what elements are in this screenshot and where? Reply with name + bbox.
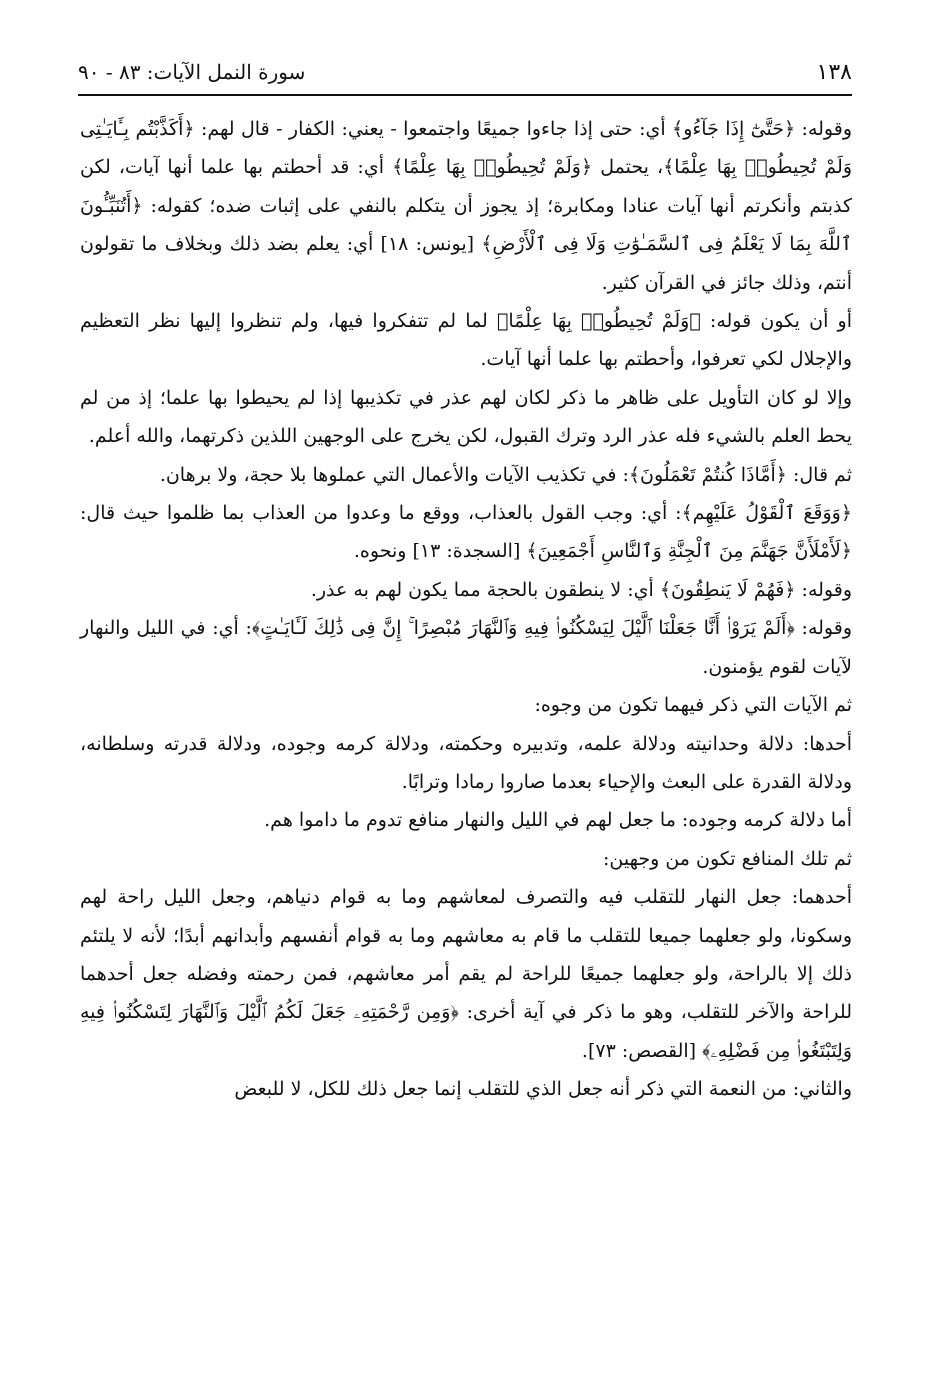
paragraph: أحدها: دلالة وحدانيته ودلالة علمه، وتدبيره وحكمته، ودلالة كرمه وجوده، ودلالة قدرته وسلطانه، ودلالة القدرة على البعث والإحياء بعدما صاروا رمادا وترابًا. xyxy=(80,732,852,793)
paragraph: وقوله: ﴿فَهُمْ لَا يَنطِقُونَ﴾ أي: لا ينطقون بالحجة مما يكون لهم به عذر. xyxy=(310,578,852,601)
paragraph: والثاني: من النعمة التي ذكر أنه جعل الذي للتقلب إنما جعل ذلك للكل، لا للبعض xyxy=(234,1078,852,1101)
paragraph: أما دلالة كرمه وجوده: ما جعل لهم في الليل والنهار منافع تدوم ما داموا هم. xyxy=(264,809,852,832)
paragraph: ثم الآيات التي ذكر فيهما تكون من وجوه: xyxy=(534,694,852,717)
body-text xyxy=(80,110,852,1109)
paragraph: ثم قال: ﴿أَمَّاذَا كُنتُمْ تَعْمَلُونَ﴾: في تكذيب الآيات والأعمال التي عملوها بلا حجة، ولا برهان. xyxy=(159,463,852,486)
paragraph: وقوله: ﴿حَتَّىٰٓ إِذَا جَآءُو﴾ أي: حتى إذا جاءوا جميعًا واجتمعوا - يعني: الكفار - قال لهم: ﴿أَكَذَّبْتُم بِـَٔايَـٰتِى وَلَمْ تُحِيطُوا۟ بِهَا عِلْمًا﴾، يحتمل ﴿وَلَمْ تُحِيطُوا۟ بِهَا عِلْمًا﴾ أي: قد أحطتم بها علما أنها آيات، لكن كذبتم وأنكرتم أنها آيات عنادا ومكابرة؛ إذ يجوز أن يتكلم بالنفي على إثبات ضده؛ كقوله: ﴿أَتُنَبِّـُٔونَ ٱللَّهَ بِمَا لَا يَعْلَمُ فِى ٱلسَّمَـٰوَٰتِ وَلَا فِى ٱلْأَرْضِ﴾ [يونس: ١٨] أي: يعلم بضد ذلك وبخلاف ما تقولون أنتم، وذلك جائز في القرآن كثير. xyxy=(80,118,852,294)
paragraph: أو أن يكون قوله: ﴿وَلَمْ تُحِيطُوا۟ بِهَا عِلْمًا﴾ لما لم تتفكروا فيها، ولم تنظروا إليها نظر التعظيم والإجلال لكي تعرفوا، وأحطتم بها علما أنها آيات. xyxy=(80,310,852,371)
running-title: سورة النمل الآيات: ٨٣ - ٩٠ xyxy=(78,60,306,84)
paragraph: وقوله: ﴿أَلَمْ يَرَوْا۟ أَنَّا جَعَلْنَا ٱلَّيْلَ لِيَسْكُنُوا۟ فِيهِ وَٱلنَّهَارَ مُبْصِرًا ۚ إِنَّ فِى ذَٰلِكَ لَـَٔايَـٰتٍ﴾: أي: في الليل والنهار لآيات لقوم يؤمنون. xyxy=(80,617,852,678)
page-header xyxy=(78,50,852,96)
page-number: ١٣٨ xyxy=(816,59,852,85)
paragraph: ثم تلك المنافع تكون من وجهين: xyxy=(603,847,852,870)
paragraph: وإلا لو كان التأويل على ظاهر ما ذكر لكان لهم عذر في تكذيبها إذا لم يحيطوا بها علما؛ إذ من لم يحط العلم بالشيء فله عذر الرد وترك القبول، لكن يخرج على الوجهين اللذين ذكرتهما، والله أعلم. xyxy=(80,386,852,448)
paragraph: أحدهما: جعل النهار للتقلب فيه والتصرف لمعاشهم وما به قوام دنياهم، وجعل الليل راحة لهم وسكونا، ولو جعلهما جميعا للتقلب ما قام به معاشهم وما به قوام أنفسهم وأبدانهم أبدًا؛ لأنه لا يلتئم ذلك إلا بالراحة، ولو جعلهما جميعًا للراحة لم يقم أمر معاشهم، فمن رحمته وفضله جعل أحدهما للراحة والآخر للتقلب، وهو ما ذكر في آية أخرى: ﴿وَمِن رَّحْمَتِهِۦ جَعَلَ لَكُمُ ٱلَّيْلَ وَٱلنَّهَارَ لِتَسْكُنُوا۟ فِيهِ وَلِتَبْتَغُوا۟ مِن فَضْلِهِۦ﴾ [القصص: ٧٣]. xyxy=(80,886,852,1062)
paragraph: ﴿وَوَقَعَ ٱلْقَوْلُ عَلَيْهِم﴾: أي: وجب القول بالعذاب، ووقع ما وعدوا من العذاب بما ظلموا حيث قال: ﴿لَأَمْلَأَنَّ جَهَنَّمَ مِنَ ٱلْجِنَّةِ وَٱلنَّاسِ أَجْمَعِينَ﴾ [السجدة: ١٣] ونحوه. xyxy=(80,502,852,563)
